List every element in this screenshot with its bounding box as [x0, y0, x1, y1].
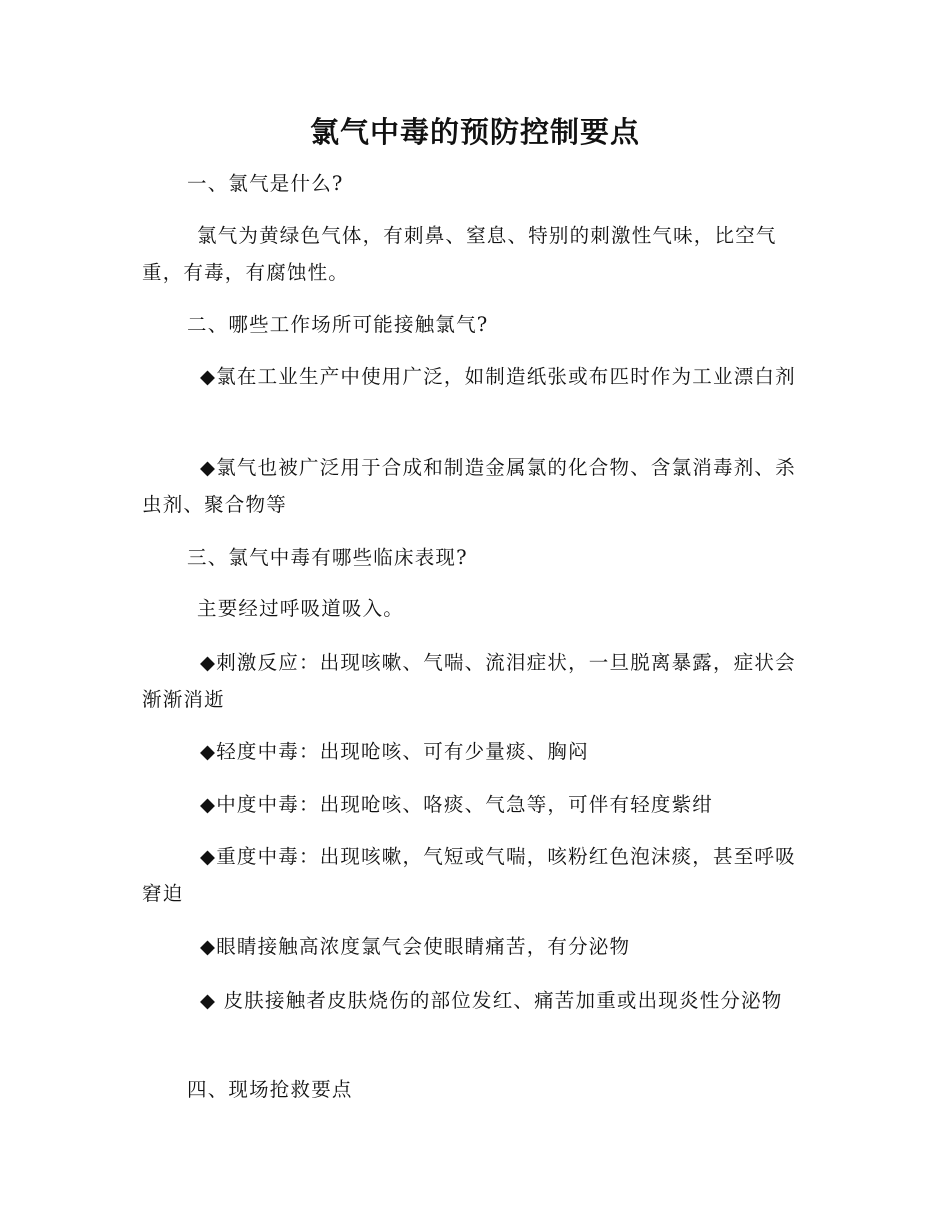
bullet-paragraph: ◆氯在工业生产中使用广泛，如制造纸张或布匹时作为工业漂白剂: [200, 365, 796, 388]
bullet-paragraph: ◆重度中毒：出现咳嗽，气短或气喘，咳粉红色泡沫痰，甚至呼吸窘迫: [142, 845, 796, 905]
bullet-paragraph: ◆轻度中毒：出现呛咳、可有少量痰、胸闷: [200, 740, 589, 763]
section-heading-3: 三、氯气中毒有哪些临床表现?: [187, 546, 468, 569]
section-heading-4: 四、现场抢救要点: [187, 1078, 353, 1101]
section-heading-1: 一、氯气是什么?: [187, 172, 344, 195]
document-title: 氯气中毒的预防控制要点: [309, 115, 640, 149]
section-heading-2: 二、哪些工作场所可能接触氯气?: [187, 313, 489, 336]
bullet-paragraph: ◆眼睛接触高浓度氯气会使眼睛痛苦，有分泌物: [200, 935, 631, 958]
paragraph: 氯气为黄绿色气体，有刺鼻、窒息、特别的刺激性气味，比空气重，有毒，有腐蚀性。: [142, 224, 777, 284]
paragraph: 主要经过呼吸道吸入。: [197, 597, 405, 620]
bullet-paragraph: ◆氯气也被广泛用于合成和制造金属氯的化合物、含氯消毒剂、杀虫剂、聚合物等: [142, 456, 796, 516]
bullet-paragraph: ◆刺激反应：出现咳嗽、气喘、流泪症状，一旦脱离暴露，症状会渐渐消逝: [142, 651, 796, 711]
bullet-paragraph: ◆ 皮肤接触者皮肤烧伤的部位发红、痛苦加重或出现炎性分泌物: [200, 989, 783, 1012]
bullet-paragraph: ◆中度中毒：出现呛咳、咯痰、气急等，可伴有轻度紫绀: [200, 793, 713, 816]
